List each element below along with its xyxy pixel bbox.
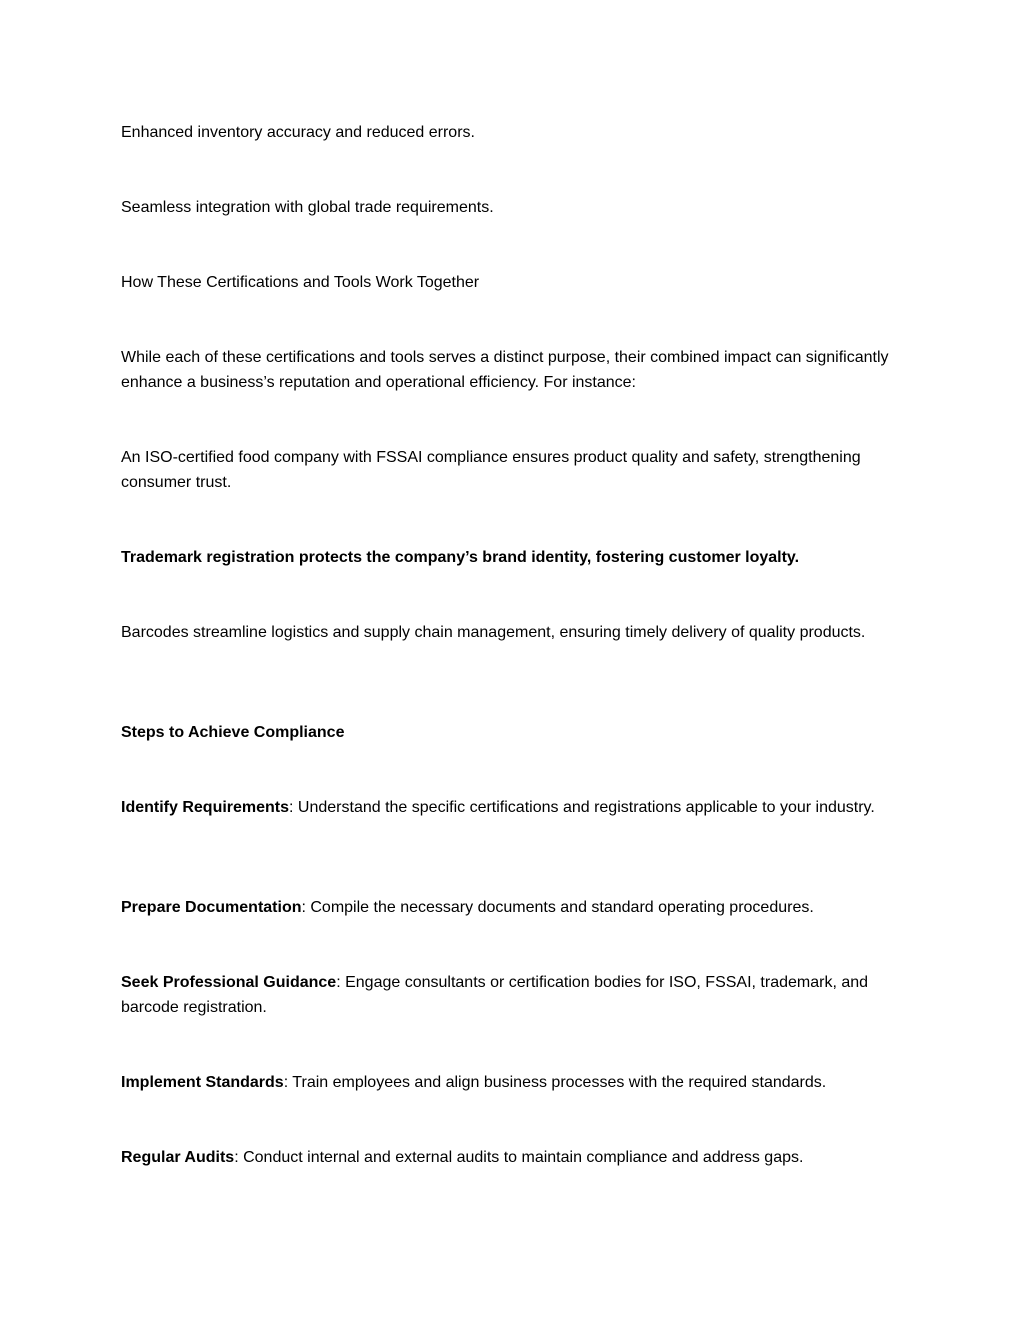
step-item-prepare-documentation [121, 895, 911, 920]
step-text: : Compile the necessary documents and standard operating procedures. [301, 899, 814, 916]
step-item-implement-standards [121, 1070, 911, 1095]
step-text: : Train employees and align business processes with the required standards. [283, 1074, 827, 1091]
section-heading-steps: Steps to Achieve Compliance [121, 724, 345, 741]
paragraph-barcodes: Barcodes streamline logistics and supply chain management, ensuring timely delivery of quality products. [121, 624, 866, 641]
paragraph-trademark: Trademark registration protects the company’s brand identity, fostering customer loyalty. [121, 549, 800, 566]
paragraph-iso-fssai: An ISO-certified food company with FSSAI compliance ensures product quality and safety, strengthening consumer trust. [121, 449, 861, 491]
step-term: Seek Professional Guidance [121, 974, 337, 991]
step-item-seek-guidance [121, 970, 911, 1020]
section-heading-how-work-together: How These Certifications and Tools Work Together [121, 274, 480, 291]
paragraph-combined-impact: While each of these certifications and tools serves a distinct purpose, their combined impact can significantly enhance a business’s reputation and operational efficiency. For instance: [121, 349, 889, 391]
paragraph-inventory-accuracy: Enhanced inventory accuracy and reduced errors. [121, 124, 475, 141]
step-item-regular-audits [121, 1145, 911, 1170]
step-item-identify-requirements [121, 795, 911, 820]
step-text: : Engage consultants or certification bodies for ISO, FSSAI, trademark, and barcode registration. [121, 974, 869, 1016]
paragraph-global-trade: Seamless integration with global trade requirements. [121, 199, 494, 216]
step-text: : Conduct internal and external audits to maintain compliance and address gaps. [234, 1149, 804, 1166]
step-term: Regular Audits [121, 1149, 235, 1166]
step-term: Prepare Documentation [121, 899, 302, 916]
step-text: : Understand the specific certifications and registrations applicable to your industry. [289, 799, 875, 816]
step-term: Implement Standards [121, 1074, 284, 1091]
step-term: Identify Requirements [121, 799, 290, 816]
